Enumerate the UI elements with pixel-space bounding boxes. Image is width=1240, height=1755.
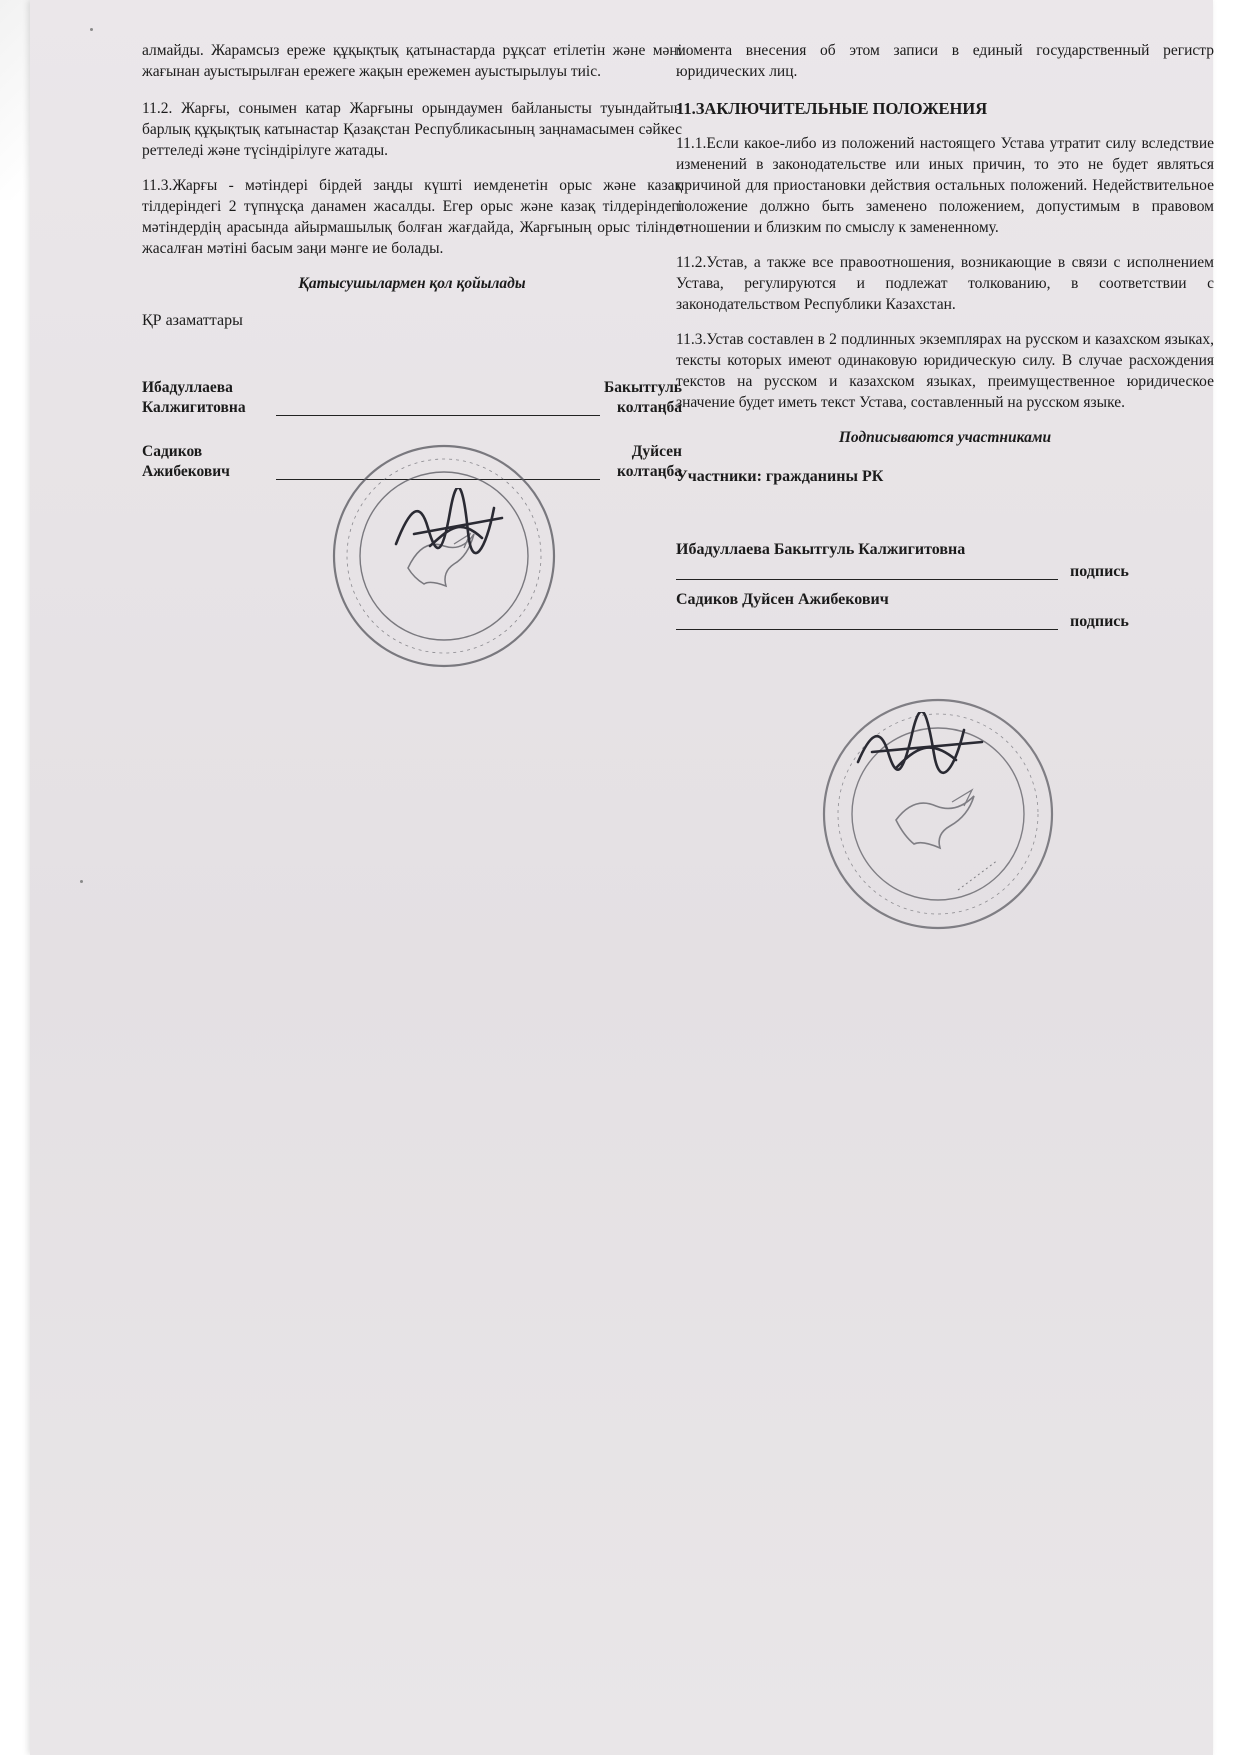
signatory-patronymic: Калжигитовна <box>142 399 246 416</box>
paper-speck <box>80 880 83 883</box>
kz-signature-row <box>142 377 682 425</box>
kz-signed-by-heading: Қатысушылармен қол қойылады <box>298 275 526 292</box>
section-heading: 11.ЗАКЛЮЧИТЕЛЬНЫЕ ПОЛОЖЕНИЯ <box>676 99 988 118</box>
ru-signature-row <box>676 539 1214 589</box>
signatory-given-name: Дуйсен <box>631 443 682 460</box>
signatory-patronymic: Ажибекович <box>142 463 230 480</box>
signatory-given-name: Бакытгуль <box>604 379 682 396</box>
signature-label: колтаңба <box>617 399 682 416</box>
ru-participants-label: Участники: гражданины РК <box>676 468 884 485</box>
signature-label: колтаңба <box>617 463 682 480</box>
ru-signature-row <box>676 589 1214 639</box>
signature-label: подпись <box>1070 613 1129 630</box>
kazakh-column <box>142 40 682 505</box>
kz-clause-11-2: 11.2. Жарғы, сонымен катар Жарғыны орындаумен байланысты туындайтын барлық құқықтық катынастар Қазақстан Республикасының заңнамасымен сәйкес реттеледі және түсіндірілуге жатады. <box>142 100 682 159</box>
ru-clause-11-1: 11.1.Если какое-либо из положений настоящего Устава утратит силу вследствие изменений в законодательстве или иных причин, то это не будет являться причиной для приостановки действия остальных положений. Недействительное положение должно быть заменено положением, допустимым в правовом отношении и близким по смыслу к замененному. <box>676 135 1214 236</box>
ru-signed-by-heading: Подписываются участниками <box>838 429 1052 446</box>
signatory-surname: Садиков <box>142 443 203 460</box>
kz-citizens-label: ҚР азаматтары <box>142 312 243 329</box>
ru-continuation-text: момента внесения об этом записи в единый государственный регистр юридических лиц. <box>676 42 1214 80</box>
russian-column <box>676 40 1214 639</box>
ru-clause-11-2: 11.2.Устав, а также все правоотношения, возникающие в связи с исполнением Устава, регулируются и подлежат толкованию, в соответствии с законодательством Республики Казахстан. <box>676 254 1214 313</box>
kz-clause-11-3: 11.3.Жарғы - мәтіндері бірдей заңды күшті иемденетін орыс және казақ тілдеріндегі 2 түпнұсқа данамен жасалды. Егер орыс және казақ тілдеріндегі мәтіндердің арасында айырмашылық болған жағдайда, Жарғының орыс тілінде жасалған мәтіні басым заңи мәнге ие болады. <box>142 177 682 257</box>
signature-scribble-icon <box>390 488 510 558</box>
signature-label: подпись <box>1070 563 1129 580</box>
signature-scribble-icon <box>852 712 992 782</box>
signatory-surname: Ибадуллаева <box>142 379 233 396</box>
document-page <box>30 0 1213 1755</box>
signature-line <box>676 579 1058 580</box>
ru-clause-11-3: 11.3.Устав составлен в 2 подлинных экземплярах на русском и казахском языках, тексты которых имеют одинаковую юридическую силу. В случае расхождения текстов на русском и казахском языках, преимущественное юридическое значение будет иметь текст Устава, составленный на русском языке. <box>676 331 1214 411</box>
signatory-full-name: Ибадуллаева Бакытгуль Калжигитовна <box>676 541 966 558</box>
signature-line <box>676 629 1058 630</box>
kz-continuation-text: алмайды. Жарамсыз ереже құқықтық қатынастарда рұқсат етілетін және мәні жағынан ауыстырылған ережеге жақын ережемен ауыстырылуы тиіс. <box>142 42 682 80</box>
signature-line <box>276 415 600 416</box>
signatory-full-name: Садиков Дуйсен Ажибекович <box>676 591 889 608</box>
paper-speck <box>90 28 93 31</box>
